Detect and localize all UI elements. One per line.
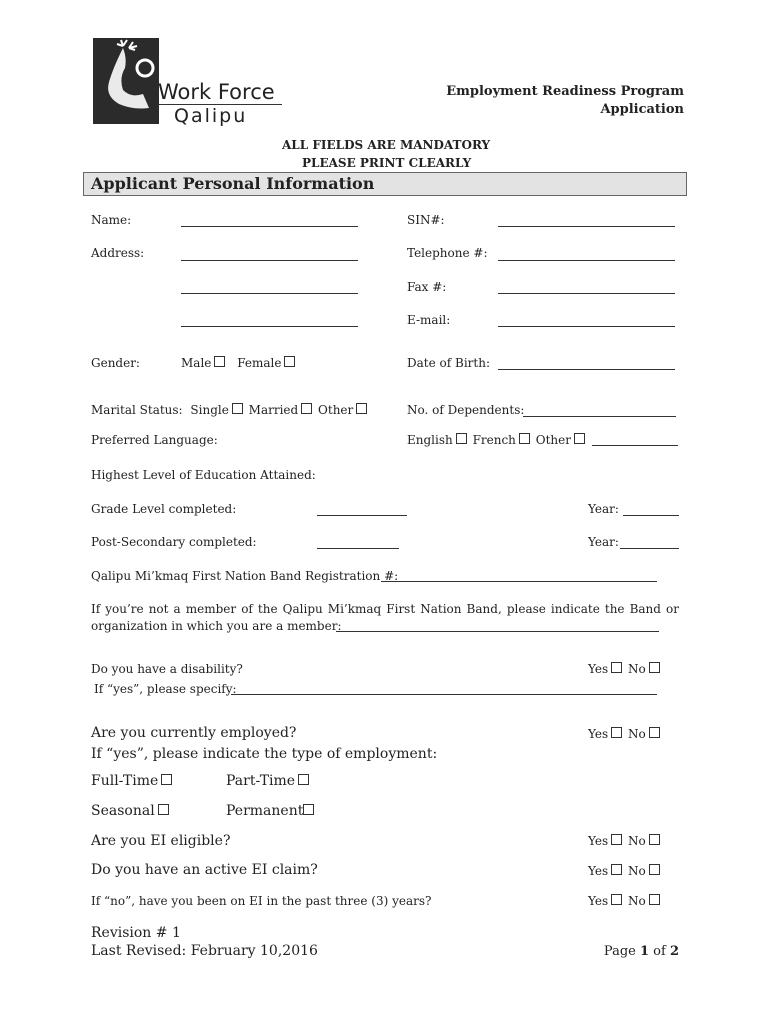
postsec-year-field[interactable] bbox=[620, 548, 679, 549]
section-title: Applicant Personal Information bbox=[91, 174, 375, 193]
fulltime-checkbox[interactable] bbox=[161, 774, 172, 785]
address-field-3[interactable] bbox=[181, 326, 358, 327]
fulltime-option bbox=[91, 773, 174, 789]
seasonal-option bbox=[91, 803, 171, 819]
education-label: Highest Level of Education Attained: bbox=[91, 468, 316, 482]
ei-claim-yes-checkbox[interactable] bbox=[611, 864, 622, 875]
permanent-label: Permanent bbox=[226, 803, 304, 819]
disability-yes-no bbox=[588, 662, 662, 676]
ei-claim-no-checkbox[interactable] bbox=[649, 864, 660, 875]
permanent-checkbox[interactable] bbox=[303, 804, 314, 815]
dependents-field[interactable] bbox=[523, 416, 676, 417]
english-checkbox[interactable] bbox=[456, 433, 467, 444]
specify-field[interactable] bbox=[231, 694, 657, 695]
disability-label: Do you have a disability? bbox=[91, 662, 243, 676]
ei-eligible-yes-label: Yes bbox=[588, 834, 609, 848]
postsec-label: Post-Secondary completed: bbox=[91, 535, 257, 549]
marital-other-checkbox[interactable] bbox=[356, 403, 367, 414]
language-options bbox=[407, 433, 587, 447]
seasonal-checkbox[interactable] bbox=[158, 804, 169, 815]
employed-label: Are you currently employed? bbox=[91, 725, 297, 741]
dependents-label: No. of Dependents: bbox=[407, 403, 525, 417]
married-checkbox[interactable] bbox=[301, 403, 312, 414]
notice-mandatory: ALL FIELDS ARE MANDATORY bbox=[282, 138, 491, 152]
employed-no-label: No bbox=[627, 727, 646, 741]
dob-field[interactable] bbox=[498, 369, 675, 370]
employ-type-label: If “yes”, please indicate the type of employment: bbox=[91, 746, 438, 762]
language-other-field[interactable] bbox=[592, 445, 678, 446]
ei-claim-label: Do you have an active EI claim? bbox=[91, 862, 318, 878]
single-checkbox[interactable] bbox=[232, 403, 243, 414]
gender-options bbox=[181, 356, 297, 370]
ei-claim-yes-label: Yes bbox=[588, 864, 609, 878]
parttime-label: Part-Time bbox=[226, 773, 296, 789]
last-revised-label: Last Revised: February 10,2016 bbox=[91, 943, 318, 959]
ei-claim-no-label: No bbox=[627, 864, 646, 878]
ei-past-yes-checkbox[interactable] bbox=[611, 894, 622, 905]
grade-year-field[interactable] bbox=[623, 515, 679, 516]
sin-field[interactable] bbox=[498, 226, 675, 227]
program-subtitle: Application bbox=[600, 102, 684, 117]
employed-no-checkbox[interactable] bbox=[649, 727, 660, 738]
ei-eligible-yes-checkbox[interactable] bbox=[611, 834, 622, 845]
postsec-field[interactable] bbox=[317, 548, 399, 549]
ei-past-yes-no bbox=[588, 894, 662, 908]
telephone-field[interactable] bbox=[498, 260, 675, 261]
ei-eligible-yes-no bbox=[588, 834, 662, 848]
fax-label: Fax #: bbox=[407, 280, 447, 294]
band-note-line2: organization in which you are a member: bbox=[91, 619, 342, 633]
fax-field[interactable] bbox=[498, 293, 675, 294]
female-checkbox[interactable] bbox=[284, 356, 295, 367]
dob-label: Date of Birth: bbox=[407, 356, 490, 370]
address-field-1[interactable] bbox=[181, 260, 358, 261]
email-field[interactable] bbox=[498, 326, 675, 327]
married-label: Married bbox=[248, 403, 299, 417]
ei-past-label: If “no”, have you been on EI in the past three (3) years? bbox=[91, 894, 432, 908]
french-checkbox[interactable] bbox=[519, 433, 530, 444]
logo-text-qalipu: Qalipu bbox=[174, 105, 248, 127]
marital-label: Marital Status: bbox=[91, 403, 183, 417]
grade-label: Grade Level completed: bbox=[91, 502, 237, 516]
revision-label: Revision # 1 bbox=[91, 925, 181, 941]
language-label: Preferred Language: bbox=[91, 433, 218, 447]
ei-past-yes-label: Yes bbox=[588, 894, 609, 908]
permanent-option bbox=[226, 803, 316, 819]
english-label: English bbox=[407, 433, 453, 447]
page-number bbox=[604, 944, 679, 959]
parttime-option bbox=[226, 773, 311, 789]
band-reg-field[interactable] bbox=[381, 581, 657, 582]
ei-claim-yes-no bbox=[588, 864, 662, 878]
employed-yes-no bbox=[588, 727, 662, 741]
disability-no-label: No bbox=[627, 662, 646, 676]
grade-year-label: Year: bbox=[588, 502, 619, 516]
page-of: of bbox=[653, 944, 666, 959]
fulltime-label: Full-Time bbox=[91, 773, 159, 789]
section-header bbox=[83, 172, 687, 196]
notice-print: PLEASE PRINT CLEARLY bbox=[302, 156, 472, 170]
ei-past-no-label: No bbox=[627, 894, 646, 908]
french-label: French bbox=[472, 433, 516, 447]
ei-past-no-checkbox[interactable] bbox=[649, 894, 660, 905]
name-label: Name: bbox=[91, 213, 132, 227]
male-checkbox[interactable] bbox=[214, 356, 225, 367]
address-field-2[interactable] bbox=[181, 293, 358, 294]
band-reg-label: Qalipu Mi’kmaq First Nation Band Registration #: bbox=[91, 569, 399, 583]
specify-label: If “yes”, please specify: bbox=[94, 682, 237, 696]
name-field[interactable] bbox=[181, 226, 358, 227]
employed-yes-checkbox[interactable] bbox=[611, 727, 622, 738]
address-label: Address: bbox=[91, 246, 145, 260]
male-label: Male bbox=[181, 356, 212, 370]
single-label: Single bbox=[190, 403, 229, 417]
female-label: Female bbox=[237, 356, 282, 370]
program-title: Employment Readiness Program bbox=[446, 84, 684, 99]
language-other-label: Other bbox=[535, 433, 571, 447]
band-org-field[interactable] bbox=[336, 631, 659, 632]
ei-eligible-no-checkbox[interactable] bbox=[649, 834, 660, 845]
employed-yes-label: Yes bbox=[588, 727, 609, 741]
disability-yes-label: Yes bbox=[588, 662, 609, 676]
telephone-label: Telephone #: bbox=[407, 246, 488, 260]
seasonal-label: Seasonal bbox=[91, 803, 155, 819]
page-current: 1 bbox=[639, 944, 650, 959]
sin-label: SIN#: bbox=[407, 213, 445, 227]
language-other-checkbox[interactable] bbox=[574, 433, 585, 444]
email-label: E-mail: bbox=[407, 313, 451, 327]
page-total: 2 bbox=[669, 944, 679, 959]
caribou-logo-icon bbox=[93, 38, 159, 124]
marital-row bbox=[91, 403, 369, 417]
logo-mark bbox=[93, 38, 159, 124]
parttime-checkbox[interactable] bbox=[298, 774, 309, 785]
disability-yes-checkbox[interactable] bbox=[611, 662, 622, 673]
grade-field[interactable] bbox=[317, 515, 407, 516]
gender-label: Gender: bbox=[91, 356, 140, 370]
marital-other-label: Other bbox=[318, 403, 354, 417]
disability-no-checkbox[interactable] bbox=[649, 662, 660, 673]
logo-text-workforce: Work Force bbox=[158, 80, 275, 104]
band-note-line1: If you’re not a member of the Qalipu Mi’kmaq First Nation Band, please indicate the Band or bbox=[91, 602, 679, 616]
ei-eligible-label: Are you EI eligible? bbox=[91, 833, 231, 849]
page-prefix: Page bbox=[603, 944, 636, 959]
ei-eligible-no-label: No bbox=[627, 834, 646, 848]
postsec-year-label: Year: bbox=[588, 535, 619, 549]
